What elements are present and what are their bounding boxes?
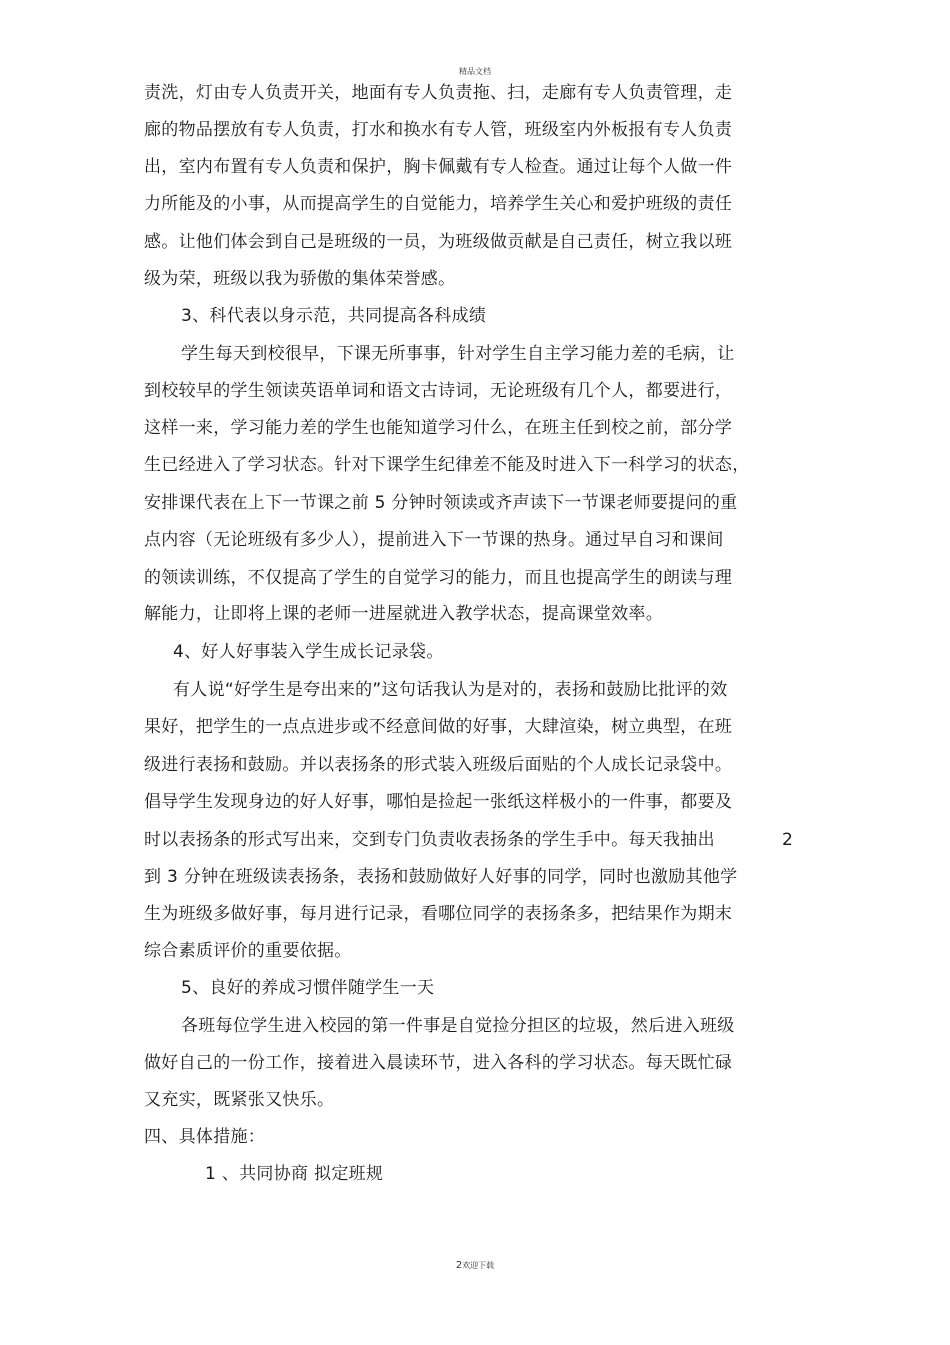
text-line: 力所能及的小事，从而提高学生的自觉能力，培养学生关心和爱护班级的责任 [144,194,733,214]
footer-text: 欢迎下载 [462,1261,495,1270]
text-line: 感。让他们体会到自己是班级的一员，为班级做贡献是自己责任，树立我以班 [144,232,733,252]
text-line: 做好自己的一份工作，接着进入晨读环节，进入各科的学习状态。每天既忙碌 [144,1053,733,1073]
section-heading: 3、科代表以身示范，共同提高各科成绩 [181,306,487,326]
text-line: 学生每天到校很早，下课无所事事，针对学生自主学习能力差的毛病，让 [181,344,735,364]
section-heading: 四、具体措施： [144,1127,266,1147]
text-line: 到校较早的学生领读英语单词和语文古诗词，无论班级有几个人，都要进行， [144,381,733,401]
text-line: 生已经进入了学习状态。针对下课学生纪律差不能及时进入下一科学习的状态， [144,455,750,475]
text-line: 的领读训练，不仅提高了学生的自觉学习的能力，而且也提高学生的朗读与理 [144,568,733,588]
text-line: 出，室内布置有专人负责和保护，胸卡佩戴有专人检查。通过让每个人做一件 [144,157,733,177]
text-line: 各班每位学生进入校园的第一件事是自觉捡分担区的垃圾，然后进入班级 [181,1016,735,1036]
text-line: 倡导学生发现身边的好人好事，哪怕是捡起一张纸这样极小的一件事，都要及 [144,792,733,812]
text-line: 安排课代表在上下一节课之前 5 分钟时领读或齐声读下一节课老师要提问的重 [144,493,738,513]
text-line: 责洗，灯由专人负责开关，地面有专人负责拖、扫，走廊有专人负责管理，走 [144,83,733,103]
text-line: 又充实，既紧张又快乐。 [144,1090,335,1110]
side-page-number: 2 [782,830,793,850]
subsection-heading: 1 、共同协商 拟定班规 [205,1164,384,1184]
text-line: 综合素质评价的重要依据。 [144,941,352,961]
section-heading: 5、良好的养成习惯伴随学生一天 [181,978,435,998]
text-line: 解能力，让即将上课的老师一进屋就进入教学状态，提高课堂效率。 [144,604,663,624]
footer-page-number: 2 [455,1260,463,1271]
text-line: 这样一来，学习能力差的学生也能知道学习什么，在班主任到校之前，部分学 [144,418,733,438]
text-line: 有人说“好学生是夸出来的”这句话我认为是对的，表扬和鼓励比批评的效 [173,680,728,700]
text-line: 点内容（无论班级有多少人），提前进入下一节课的热身。通过早自习和课间 [144,530,724,550]
text-line: 生为班级多做好事，每月进行记录，看哪位同学的表扬条多，把结果作为期末 [144,904,733,924]
page-footer [0,1260,950,1271]
text-line: 级进行表扬和鼓励。并以表扬条的形式装入班级后面贴的个人成长记录袋中。 [144,755,733,775]
text-line: 时以表扬条的形式写出来，交到专门负责收表扬条的学生手中。每天我抽出 [144,830,715,850]
text-line: 级为荣，班级以我为骄傲的集体荣誉感。 [144,269,456,289]
page-header: 精品文档 [459,67,491,76]
text-line: 廊的物品摆放有专人负责，打水和换水有专人管，班级室内外板报有专人负责 [144,120,733,140]
text-line: 到 3 分钟在班级读表扬条，表扬和鼓励做好人好事的同学，同时也激励其他学 [144,867,738,887]
section-heading: 4、好人好事装入学生成长记录袋。 [173,642,444,662]
text-line: 果好，把学生的一点点进步或不经意间做的好事，大肆渲染，树立典型，在班 [144,717,733,737]
